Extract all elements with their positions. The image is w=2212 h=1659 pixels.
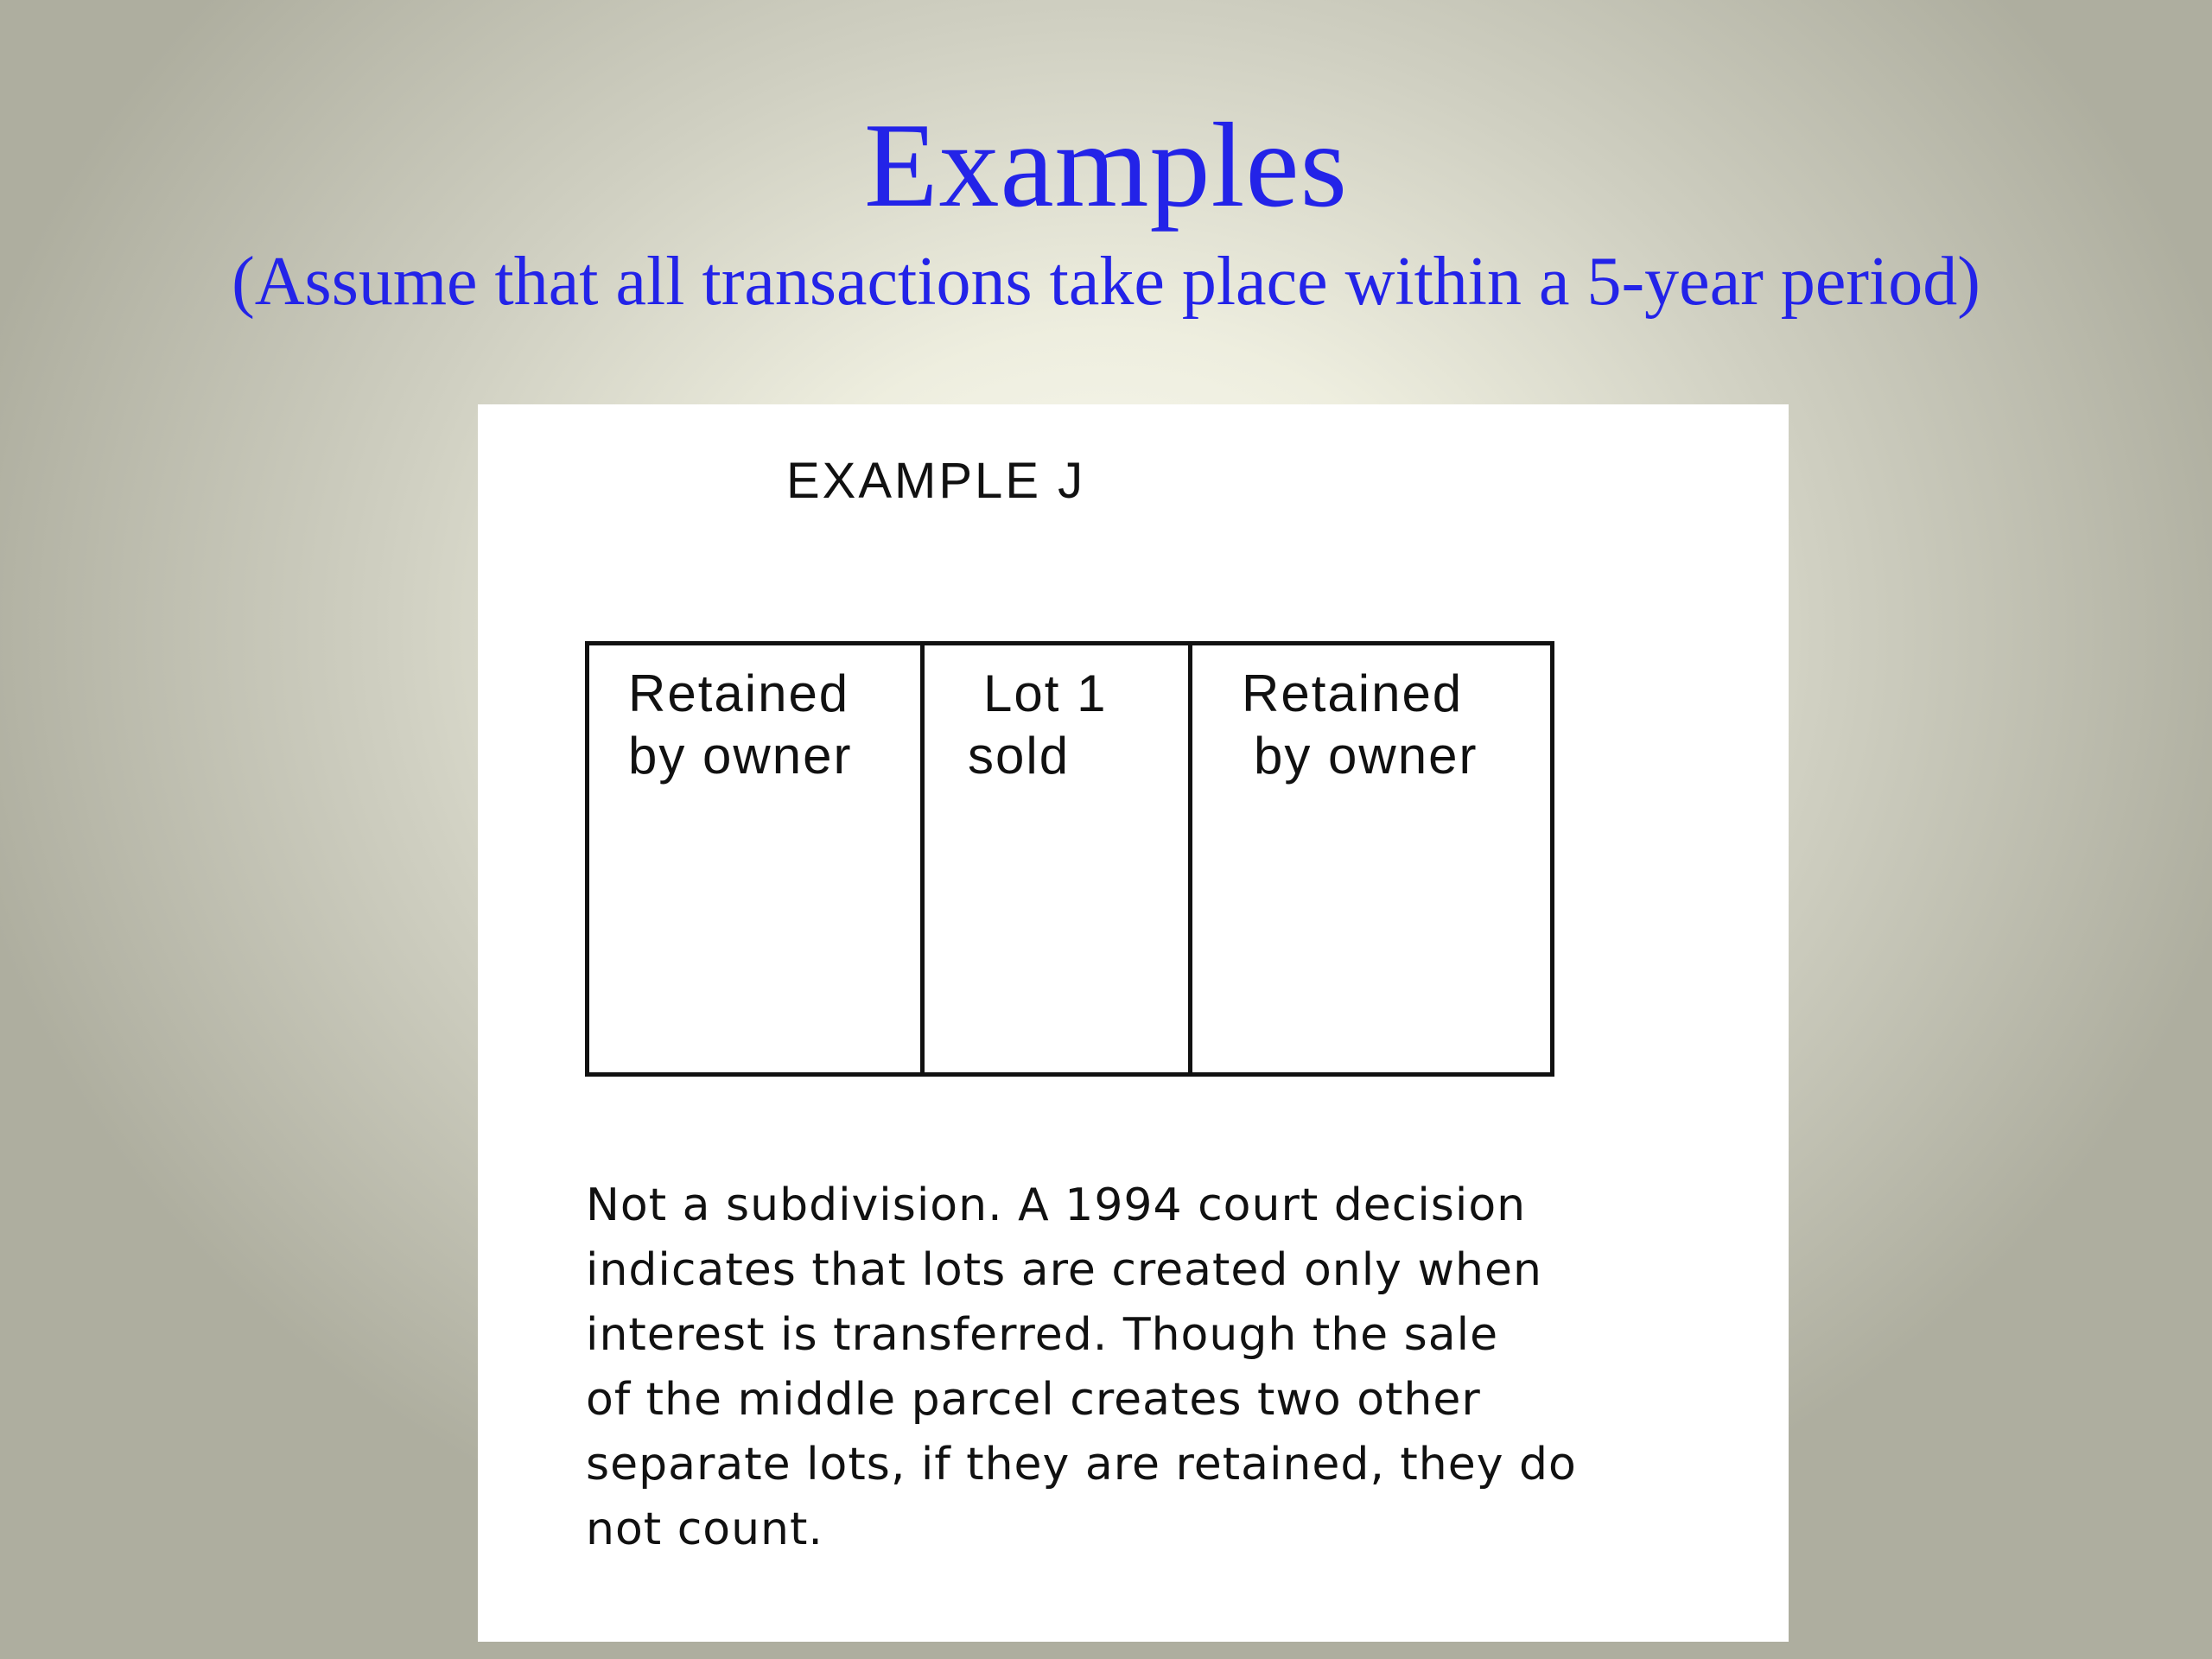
caption-line: Not a subdivision. A 1994 court decision: [586, 1179, 1527, 1231]
example-label: EXAMPLE J: [786, 453, 1086, 509]
parcel-left-line1: Retained: [628, 664, 850, 722]
caption-line: not count.: [586, 1503, 823, 1555]
parcel-middle-label: [968, 663, 1107, 787]
example-figure-panel: [478, 404, 1789, 1642]
parcel-middle-line1: Lot 1: [983, 664, 1108, 722]
parcel-divider-right: [1188, 645, 1192, 1072]
caption-line: indicates that lots are created only when: [586, 1244, 1542, 1296]
caption-line: interest is transferred. Though the sale: [586, 1309, 1499, 1361]
parcel-diagram: [585, 641, 1554, 1077]
parcel-middle-line2: sold: [968, 727, 1071, 785]
caption-line: of the middle parcel creates two other: [586, 1374, 1481, 1426]
parcel-divider-left: [920, 645, 925, 1072]
slide-title: Examples: [863, 99, 1349, 232]
parcel-right-line1: Retained: [1242, 664, 1464, 722]
caption-line: separate lots, if they are retained, they do: [586, 1439, 1577, 1491]
example-caption: [586, 1173, 1726, 1562]
parcel-right-line2: by owner: [1254, 727, 1478, 785]
parcel-right-label: [1242, 663, 1478, 787]
slide-subtitle: (Assume that all transactions take place within a 5-year period): [232, 244, 1980, 320]
parcel-left-line2: by owner: [628, 727, 853, 785]
parcel-left-label: [628, 663, 852, 787]
